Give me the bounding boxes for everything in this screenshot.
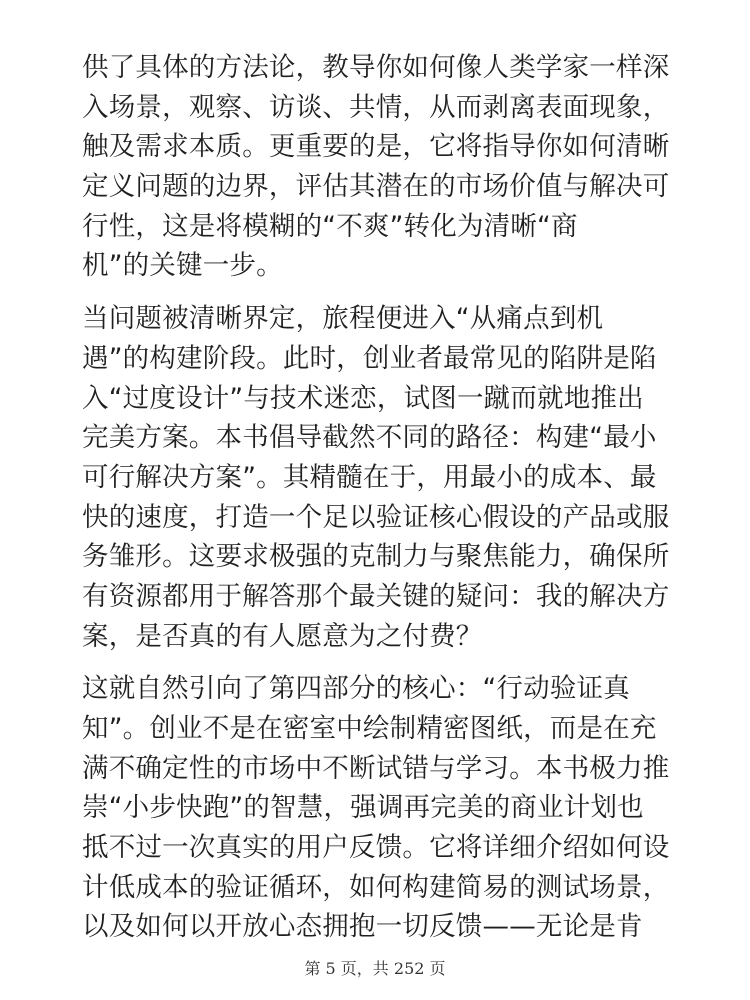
text-line: 可行解决方案”。其精髓在于，用最小的成本、最 [82, 461, 657, 493]
text-line: 务雏形。这要求极强的克制力与聚焦能力，确保所 [82, 541, 670, 573]
text-line: 案，是否真的有人愿意为之付费？ [82, 620, 483, 652]
text-line: 当问题被清晰界定，旅程便进入“从痛点到机 [82, 303, 604, 335]
text-line: 遇”的构建阶段。此时，创业者最常见的陷阱是陷 [82, 342, 657, 374]
text-line: 快的速度，打造一个足以验证核心假设的产品或服 [82, 501, 670, 533]
text-line: 供了具体的方法论，教导你如何像人类学家一样深 [82, 52, 670, 83]
text-line: 入场景，观察、访谈、共情，从而剥离表面现象， [82, 91, 670, 123]
text-line: 触及需求本质。更重要的是，它将指导你如何清晰 [82, 131, 670, 163]
text-line: 这就自然引向了第四部分的核心：“行动验证真 [82, 673, 630, 705]
text-line: 以及如何以开放心态拥抱一切反馈——无论是肯 [82, 911, 643, 943]
text-line: 满不确定性的市场中不断试错与学习。本书极力推 [82, 752, 670, 784]
body-text [82, 48, 672, 960]
text-line: 定义问题的边界，评估其潜在的市场价值与解决可 [82, 171, 670, 203]
text-line: 行性，这是将模糊的“不爽”转化为清晰“商 [82, 210, 578, 242]
text-line: 计低成本的验证循环，如何构建简易的测试场景， [82, 871, 670, 903]
paragraph-1 [82, 48, 672, 286]
text-line: 有资源都用于解答那个最关键的疑问：我的解决方 [82, 580, 670, 612]
text-line: 完美方案。本书倡导截然不同的路径：构建“最小 [82, 422, 657, 454]
paragraph-3 [82, 669, 672, 947]
paragraph-2 [82, 299, 672, 656]
text-line: 机”的关键一步。 [82, 250, 283, 282]
text-line: 抵不过一次真实的用户反馈。它将详细介绍如何设 [82, 832, 670, 864]
text-line: 崇“小步快跑”的智慧，强调再完美的商业计划也 [82, 792, 644, 824]
page-number-footer: 第 5 页，共 252 页 [304, 959, 446, 978]
text-line: 入“过度设计”与技术迷恋，试图一蹴而就地推出 [82, 382, 644, 414]
text-line: 知”。创业不是在密室中绘制精密图纸，而是在充 [82, 713, 657, 744]
